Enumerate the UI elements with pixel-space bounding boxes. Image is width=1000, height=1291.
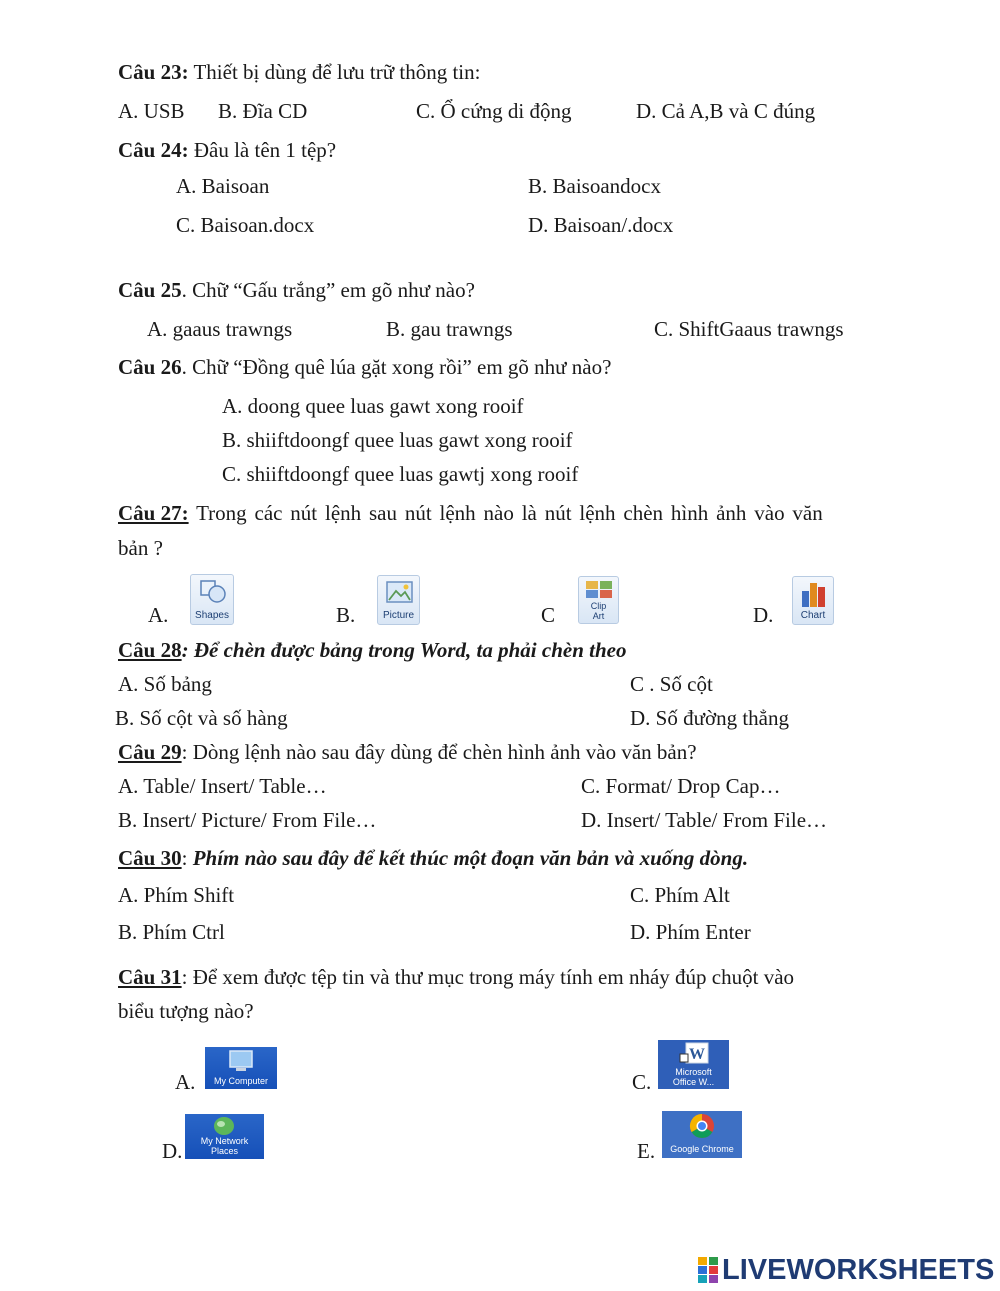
chart-glyph-icon [793,577,835,611]
clip-art-caption-line1: Clip [590,601,607,611]
q23-text: Thiết bị dùng để lưu trữ thông tin: [188,60,481,84]
word-caption-line2: Office W... [672,1077,715,1087]
q24-option-b: B. Baisoandocx [528,174,661,198]
clip-art-glyph-icon [579,577,620,601]
q31-stem-line2: biểu tượng nào? [118,999,254,1023]
q27-option-c-letter: C [541,603,556,627]
shapes-caption: Shapes [195,610,229,621]
q30-stem [118,848,748,869]
q29-option-a: A. Table/ Insert/ Table… [118,774,327,798]
q31-option-a-letter: A. [175,1070,196,1094]
q31-label: Câu 31 [118,965,182,989]
q28-option-c: C . Số cột [630,672,713,696]
q26-option-c: C. shiiftdoongf quee luas gawtj xong rooif [222,462,579,486]
q23-option-d: D. Cả A,B và C đúng [636,99,816,123]
q27-stem-line2: bản ? [118,536,163,560]
clip-art-button-icon [578,576,619,624]
q28-option-b: B. Số cột và số hàng [115,706,288,730]
liveworksheets-logo-icon [698,1257,719,1283]
my-computer-icon [205,1047,277,1089]
liveworksheets-logo-text: LIVEWORKSHEETS [722,1254,995,1286]
q26-stem [118,357,611,378]
q27-text-line1: Trong các nút lệnh sau nút lệnh nào là nút lệnh chèn hình ảnh vào văn [188,501,823,525]
shapes-glyph-icon [191,575,235,609]
word-glyph-icon [658,1040,729,1066]
q31-stem-line1 [118,967,794,988]
shapes-button-icon [190,574,234,625]
q23-stem [118,62,480,83]
q29-label: Câu 29 [118,740,182,764]
q31-option-d-letter: D. [162,1139,183,1163]
monitor-glyph-icon [205,1047,277,1077]
q27-label: Câu 27: [118,501,189,525]
q26-option-b: B. shiiftdoongf quee luas gawt xong rooif [222,428,573,452]
q27-option-a-letter: A. [148,603,169,627]
q31-text-line1: : Để xem được tệp tin và thư mục trong máy tính em nháy đúp chuột vào [181,965,795,989]
q27-stem-line1 [118,503,823,524]
q25-option-b: B. gau trawngs [386,317,513,341]
q29-option-b: B. Insert/ Picture/ From File… [118,808,377,832]
q29-option-d: D. Insert/ Table/ From File… [581,808,828,832]
q25-option-a: A. gaaus trawngs [147,317,293,341]
q27-option-b-letter: B. [336,603,356,627]
word-caption-line1: Microsoft [675,1067,712,1077]
svg-text:W: W [689,1046,705,1063]
chrome-caption: Google Chrome [670,1144,734,1154]
q23-option-b: B. Đĩa CD [218,99,308,123]
q28-stem [118,640,626,661]
q27-option-d-letter: D. [753,603,774,627]
q25-text: . Chữ “Gấu trắng” em gõ như nào? [181,278,475,302]
my-network-places-icon [185,1114,264,1159]
q24-stem [118,140,336,161]
q30-colon: : [181,846,193,870]
q31-option-c-letter: C. [632,1070,652,1094]
q30-text: Phím nào sau đây để kết thúc một đoạn văn bản và xuống dòng. [192,846,749,870]
q30-label: Câu 30 [118,846,182,870]
q24-text: Đâu là tên 1 tệp? [188,138,337,162]
microsoft-office-word-icon [658,1040,729,1089]
google-chrome-icon [662,1111,742,1158]
q24-option-d: D. Baisoan/.docx [528,213,674,237]
q28-option-a: A. Số bảng [118,672,212,696]
picture-button-icon [377,575,420,625]
q26-label: Câu 26 [118,355,182,379]
q28-option-d: D. Số đường thẳng [630,706,789,730]
q29-text: : Dòng lệnh nào sau đây dùng để chèn hình ảnh vào văn bản? [181,740,697,764]
q29-option-c: C. Format/ Drop Cap… [581,774,781,798]
q30-option-b: B. Phím Ctrl [118,920,225,944]
q25-label: Câu 25 [118,278,182,302]
q26-text: . Chữ “Đồng quê lúa gặt xong rồi” em gõ như nào? [181,355,612,379]
q26-option-a: A. doong quee luas gawt xong rooif [222,394,524,418]
network-caption-line1: My Network [200,1135,249,1146]
q24-option-a: A. Baisoan [176,174,270,198]
q28-text: : Để chèn được bảng trong Word, ta phải chèn theo [181,638,627,662]
q23-option-c: C. Ổ cứng di động [416,99,572,123]
clip-art-caption-line2: Art [592,611,605,621]
chrome-glyph-icon [662,1111,742,1143]
q25-stem [118,280,475,301]
picture-glyph-icon [378,576,421,610]
q29-stem [118,742,697,763]
q23-label: Câu 23: [118,60,189,84]
network-caption-line2: Places [210,1145,238,1156]
q31-option-e-letter: E. [637,1139,656,1163]
q25-option-c: C. ShiftGaaus trawngs [654,317,844,341]
q30-option-c: C. Phím Alt [630,883,730,907]
my-computer-caption: My Computer [213,1075,268,1086]
q30-option-d: D. Phím Enter [630,920,751,944]
q28-label: Câu 28 [118,638,182,662]
chart-caption: Chart [800,610,826,621]
q24-option-c: C. Baisoan.docx [176,213,315,237]
q24-label: Câu 24: [118,138,189,162]
chart-button-icon [792,576,834,625]
q30-option-a: A. Phím Shift [118,883,235,907]
q23-option-a: A. USB [118,99,185,123]
picture-caption: Picture [382,610,415,621]
